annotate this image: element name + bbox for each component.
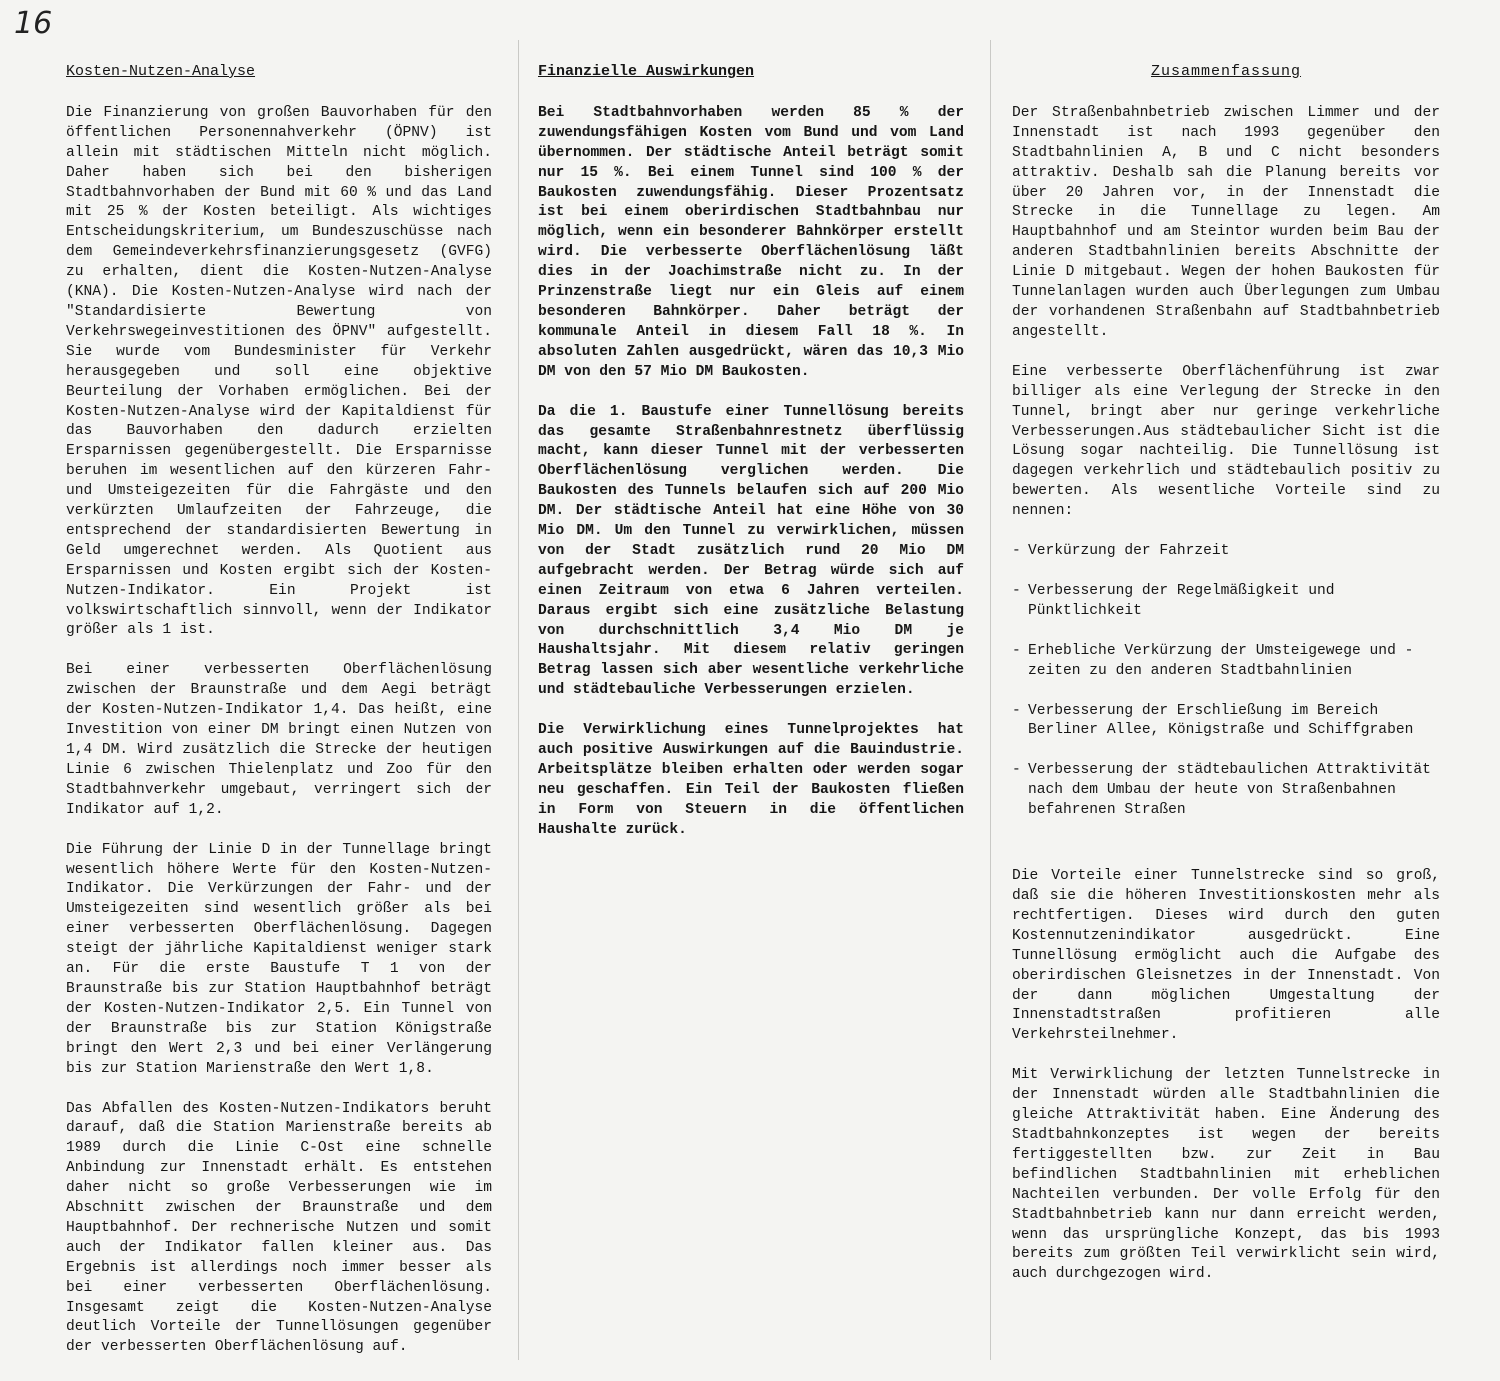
column-divider-right <box>990 40 991 1360</box>
column-title: Kosten-Nutzen-Analyse <box>66 63 256 80</box>
column-finanzielle-auswirkungen <box>538 62 964 861</box>
column-zusammenfassung <box>1012 62 1440 1305</box>
paragraph: Die Finanzierung von großen Bauvorhaben für den öffentlichen Personennahverkehr (ÖPNV) ist allein mit städtischen Mitteln nicht möglich. Daher haben sich bei den bisherigen Stadtbahnvorhaben der Bund mit 60 % und das Land mit 25 % der Kosten beteiligt. Als wichtiges Entscheidungskriterium, um Bundeszuschüsse nach dem Gemeindeverkehrsfinanzierungsgesetz (GVFG) zu erhalten, dient die Kosten-Nutzen-Analyse (KNA). Die Kosten-Nutzen-Analyse wird nach der "Standardisierte Bewertung von Verkehrswegeinvestitionen des ÖPNV" aufgestellt. Sie wurde vom Bundesminister für Verkehr herausgegeben und soll eine objektive Beurteilung der Vorhaben ermöglichen. Bei der Kosten-Nutzen-Analyse wird der Kapitaldienst für das Bauvorhaben den dadurch erzielten Ersparnissen gegenübergestellt. Die Ersparnisse beruhen im wesentlichen auf den kürzeren Fahr- und Umsteigezeiten für die Fahrgäste und den verkürzten Umlaufzeiten der Fahrzeuge, die entsprechend der standardisierten Bewertung in Geld umgerechnet werden. Als Quotient aus Ersparnissen und Kosten ergibt sich der Kosten-Nutzen-Indikator. Ein Projekt ist volkswirtschaftlich sinnvoll, wenn der Indikator größer als 1 ist. <box>66 104 492 639</box>
paragraph: Die Führung der Linie D in der Tunnellage bringt wesentlich höhere Werte für den Kosten-Nutzen-Indikator. Die Verkürzungen der Fahr- und der Umsteigezeiten sind wesentlich größer als bei einer verbesserten Oberflächenlösung. Dagegen steigt der jährliche Kapitaldienst weniger stark an. Für die erste Baustufe T 1 von der Braunstraße bis zur Station Hauptbahnhof beträgt der Kosten-Nutzen-Indikator 2,5. Ein Tunnel von der Braunstraße bis zur Station Königstraße bringt den Wert 2,3 und bei einer Verlängerung bis zur Station Marienstraße den Wert 1,8. <box>66 841 492 1077</box>
paragraph: Die Vorteile einer Tunnelstrecke sind so groß, daß sie die höheren Investitionskosten mehr als rechtfertigen. Dieses wird durch den guten Kostennutzenindikator ausgedrückt. Eine Tunnellösung ermöglicht auch die Aufgabe des oberirdischen Gleisnetzes in der Innenstadt. Von der dann möglichen Umgestaltung der Innenstadtstraßen profitieren alle Verkehrsteilnehmer. <box>1012 868 1440 1044</box>
paragraph: Das Abfallen des Kosten-Nutzen-Indikators beruht darauf, daß die Station Marienstraße bereits ab 1989 durch die Linie C-Ost eine schnelle Anbindung zur Innenstadt erhält. Es entstehen daher nicht so große Verbesserungen wie im Abschnitt zwischen der Braunstraße und dem Hauptbahnhof. Der rechnerische Nutzen und somit auch der Indikator fallen kleiner aus. Das Ergebnis ist allerdings noch immer besser als bei einer verbesserten Oberflächenlösung. Insgesamt zeigt die Kosten-Nutzen-Analyse deutlich Vorteile der Tunnellösungen gegenüber der verbesserten Oberflächenlösung auf. <box>66 1100 492 1356</box>
advantages-list <box>1012 542 1440 821</box>
list-item: - Verkürzung der Fahrzeit <box>1012 542 1440 562</box>
column-kosten-nutzen-analyse <box>66 62 492 1378</box>
paragraph: Mit Verwirklichung der letzten Tunnelstrecke in der Innenstadt würden alle Stadtbahnlinien die gleiche Attraktivität haben. Eine Änderung des Stadtbahnkonzeptes ist wegen der bereits fertiggestellten bzw. zur Zeit in Bau befindlichen Stadtbahnlinien mit erheblichen Nachteilen verbunden. Der volle Erfolg für den Stadtbahnbetrieb kann nur dann erreicht werden, wenn das ursprüngliche Konzept, das bis 1993 bereits zum größten Teil verwirklicht sein wird, auch durchgezogen wird. <box>1012 1067 1440 1283</box>
list-item: - Erhebliche Verkürzung der Umsteigewege und -zeiten zu den anderen Stadtbahnlinien <box>1012 642 1440 682</box>
list-item: - Verbesserung der Erschließung im Bereich Berliner Allee, Königstraße und Schiffgraben <box>1012 702 1440 742</box>
paragraph: Eine verbesserte Oberflächenführung ist zwar billiger als eine Verlegung der Strecke in den Tunnel, bringt aber nur geringe verkehrliche Verbesserungen.Aus städtebaulicher Sicht ist die Lösung sogar nachteilig. Die Tunnellösung ist dagegen verkehrlich und städtebaulich positiv zu bewerten. Als wesentliche Vorteile sind zu nennen: <box>1012 363 1440 520</box>
paragraph: Da die 1. Baustufe einer Tunnellösung bereits das gesamte Straßenbahnrestnetz überflüssig macht, kann dieser Tunnel mit der verbesserten Oberflächenlösung verglichen werden. Die Baukosten des Tunnels belaufen sich auf 200 Mio DM. Der städtische Anteil hat eine Höhe von 30 Mio DM. Um den Tunnel zu verwirklichen, müssen von der Stadt zusätzlich rund 20 Mio DM aufgebracht werden. Der Betrag würde sich auf einen Zeitraum von etwa 6 Jahren verteilen. Daraus ergibt sich eine zusätzliche Belastung von durchschnittlich 3,4 Mio DM je Haushaltsjahr. Mit diesem relativ geringen Betrag lassen sich aber wesentliche verkehrliche und städtebauliche Verbesserungen erzielen. <box>538 403 964 699</box>
paragraph: Bei einer verbesserten Oberflächenlösung zwischen der Braunstraße und dem Aegi beträgt der Kosten-Nutzen-Indikator 1,4. Das heißt, eine Investition von einer DM bringt einen Nutzen von 1,4 DM. Wird zusätzlich die Strecke der heutigen Linie 6 zwischen Thielenplatz und Zoo für den Stadtbahnverkehr umgebaut, verringert sich der Indikator auf 1,2. <box>66 662 492 818</box>
paragraph: Die Verwirklichung eines Tunnelprojektes hat auch positive Auswirkungen auf die Bauindustrie. Arbeitsplätze bleiben erhalten oder werden sogar neu geschaffen. Ein Teil der Baukosten fließen in Form von Steuern in die öffentlichen Haushalte zurück. <box>538 722 964 838</box>
column-title: Zusammenfassung <box>1150 63 1302 80</box>
paragraph: Der Straßenbahnbetrieb zwischen Limmer und der Innenstadt ist nach 1993 gegenüber den Stadtbahnlinien A, B und C nicht besonders attraktiv. Deshalb sah die Planung bereits vor über 20 Jahren vor, in der Innenstadt die Strecke in die Tunnellage zu legen. Am Hauptbahnhof und am Steintor wurden beim Bau der anderen Stadtbahnlinien bereits Abschnitte der Linie D mitgebaut. Wegen der hohen Baukosten für Tunnelanlagen wurden auch Überlegungen zum Umbau der vorhandenen Straßenbahn auf Stadtbahnbetrieb angestellt. <box>1012 104 1440 340</box>
column-title: Finanzielle Auswirkungen <box>538 63 755 80</box>
list-item: - Verbesserung der städtebaulichen Attraktivität nach dem Umbau der heute von Straßenbahnen befahrenen Straßen <box>1012 761 1440 821</box>
spacer <box>1012 845 1440 867</box>
paragraph: Bei Stadtbahnvorhaben werden 85 % der zuwendungsfähigen Kosten vom Bund und vom Land übernommen. Der städtische Anteil beträgt somit nur 15 %. Bei einem Tunnel sind 100 % der Baukosten zuwendungsfähig. Dieser Prozentsatz ist bei einem oberirdischen Stadtbahnbau nur möglich, wenn ein besonderer Bahnkörper erstellt wird. Die verbesserte Oberflächenlösung läßt dies in der Joachimstraße nicht zu. In der Prinzenstraße liegt nur ein Gleis auf einem besonderen Bahnkörper. Daher beträgt der kommunale Anteil in diesem Fall 18 %. In absoluten Zahlen ausgedrückt, wären das 10,3 Mio DM von den 57 Mio DM Baukosten. <box>538 104 964 380</box>
page-number: 16 <box>14 6 53 41</box>
column-divider-left <box>518 40 519 1360</box>
list-item: - Verbesserung der Regelmäßigkeit und Pünktlichkeit <box>1012 582 1440 622</box>
